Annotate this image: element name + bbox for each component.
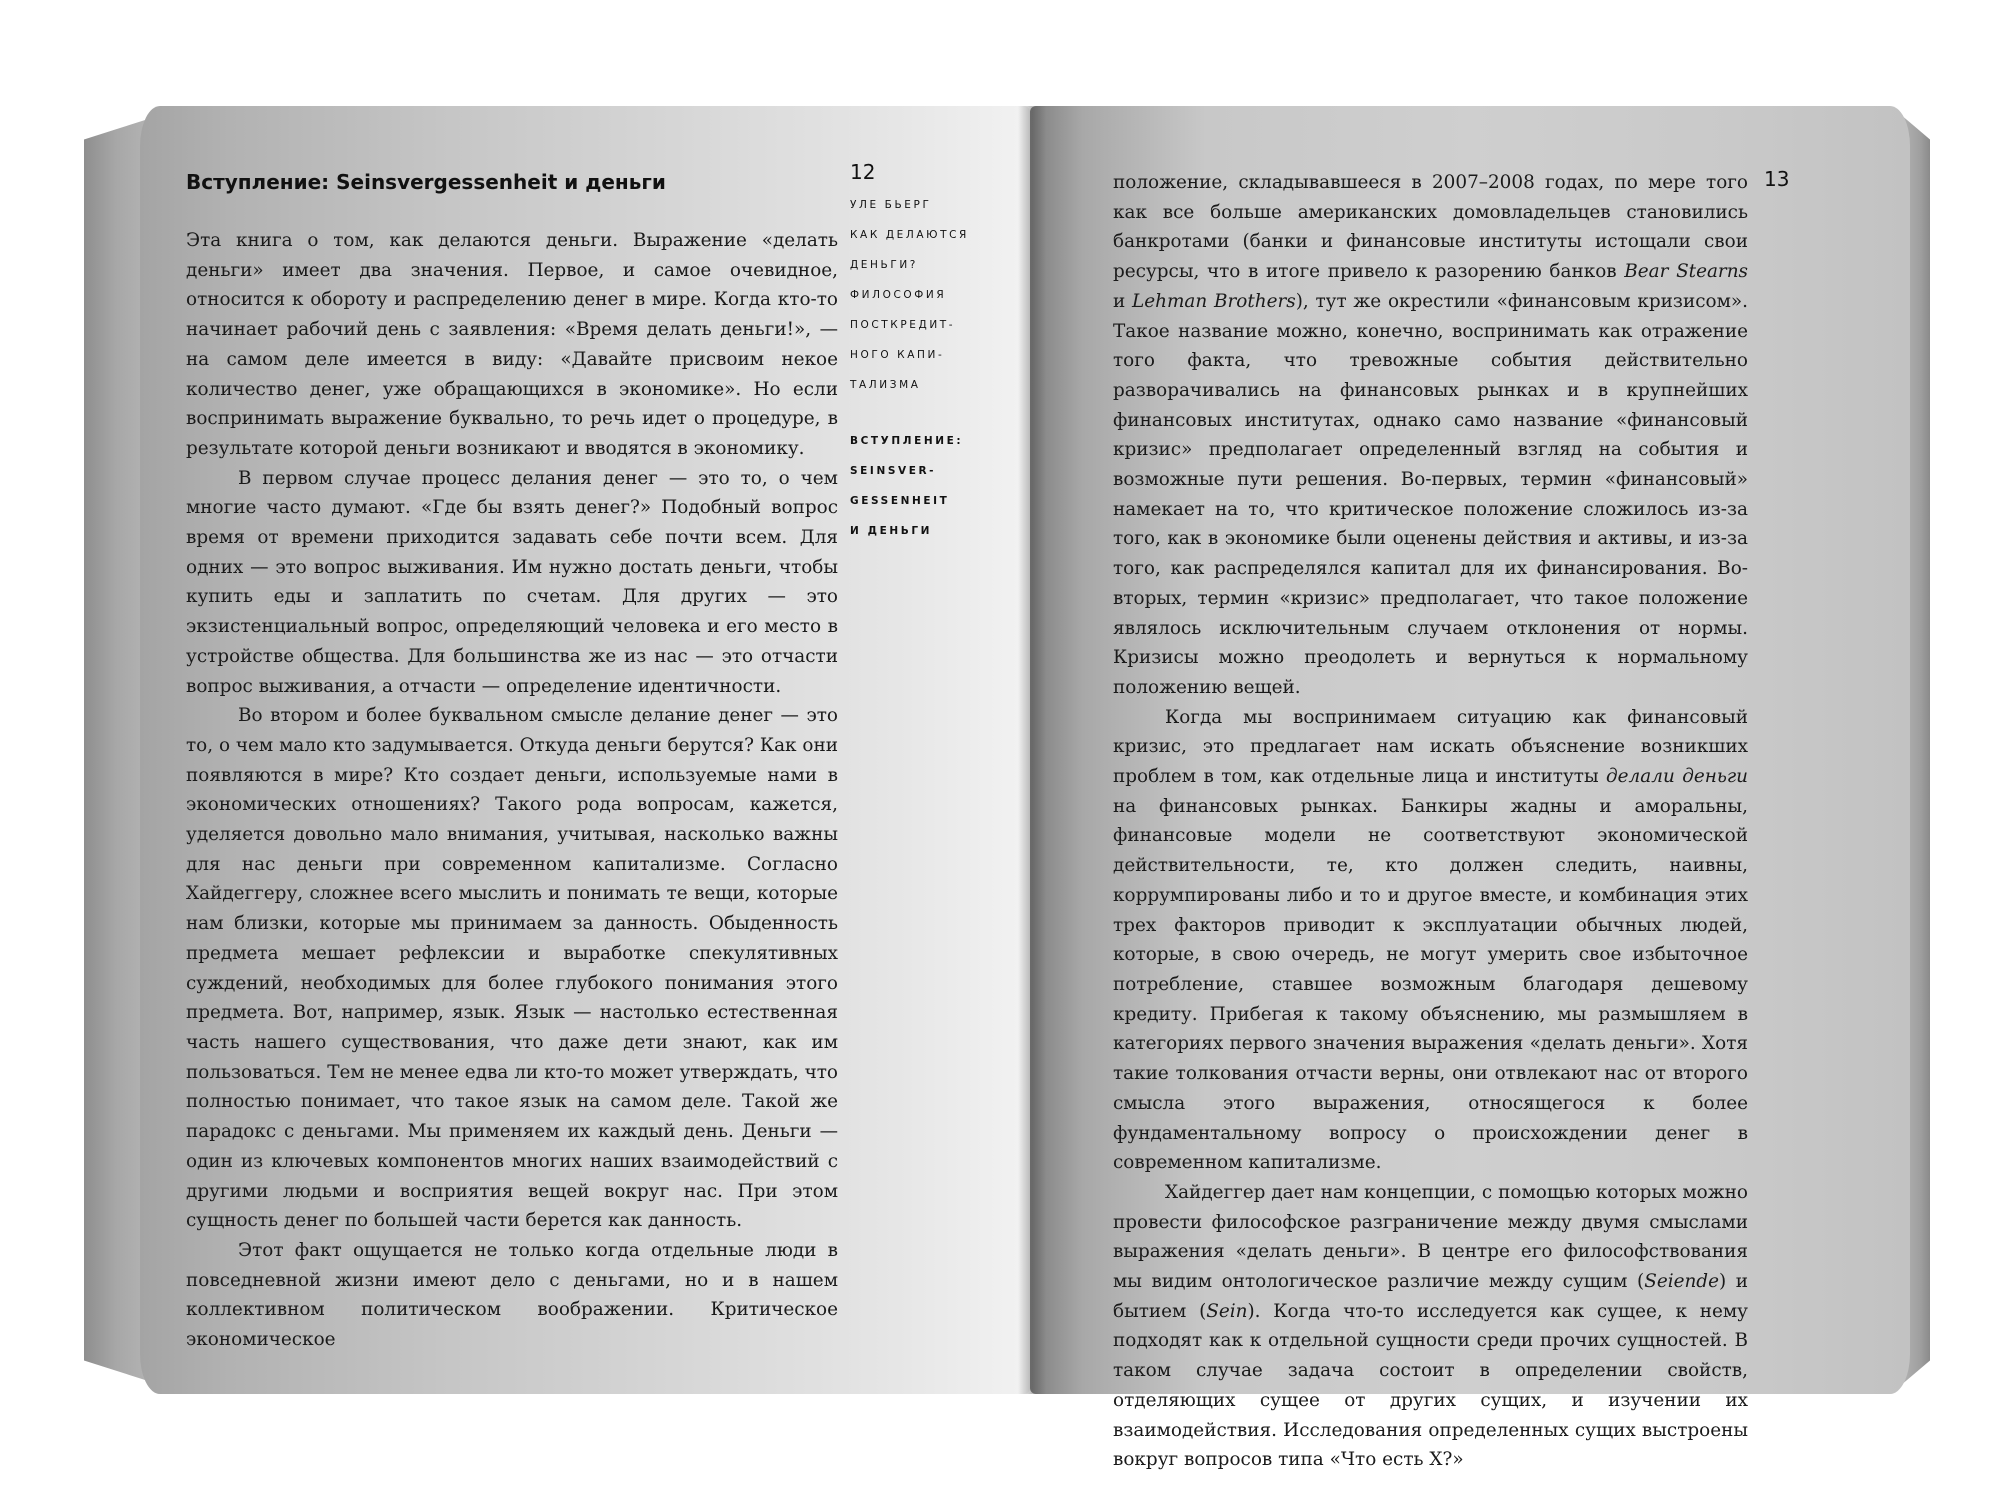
italic-term: Bear Stearns	[1624, 261, 1748, 283]
paragraph: Хайдеггер дает нам концепции, с помощью которых можно провести философское разграничение между двумя смыслами выражения «делать деньги». В центре его философствования мы видим онтологическое различие между сущим (Seiende) и бытием (Sein). Когда что-то исследуется как сущее, к нему подходят как к отдельной сущности среди прочих сущностей. В таком случае задача состоит в определении свойств, отделяющих сущее от других сущих, и изучении их взаимодействия. Исследования определенных сущих выстроены вокруг вопросов типа «Что есть X?»	[1113, 1181, 1748, 1471]
margin-chapter: ВСТУПЛЕНИЕ:	[850, 435, 964, 447]
paragraph: Этот факт ощущается не только когда отдельные люди в повседневной жизни имеют дело с деньгами, но и в нашем коллективном политическом воображении. Критическое экономическое	[186, 1239, 838, 1351]
margin-chapter: SEINSVER-	[850, 465, 937, 477]
italic-term: делали деньги	[1606, 766, 1748, 788]
paragraph: Когда мы воспринимаем ситуацию как финансовый кризис, это предлагает нам искать объяснение возникших проблем в том, как отдельные лица и институты делали деньги на финансовых рынках. Банкиры жадны и аморальны, финансовые модели не соответствуют экономической действительности, те, кто должен следить, наивны, коррумпированы либо и то и другое вместе, и комбинация этих трех факторов приводит к эксплуатации обычных людей, которые, в свою очередь, не могут умерить свое избыточное потребление, ставшее возможным благодаря дешевому кредиту. Прибегая к такому объяснению, мы размышляем в категориях первого значения выражения «делать деньги». Хотя такие толкования отчасти верны, они отвлекают нас от второго смысла этого выражения, относящегося к более фундаментальному вопросу о происхождении денег в современном капитализме.	[1113, 706, 1748, 1174]
margin-note: УЛЕ БЬЕРГ	[850, 199, 932, 211]
margin-note: КАК ДЕЛАЮТСЯ	[850, 229, 969, 241]
margin-note: ДЕНЬГИ?	[850, 259, 918, 271]
page-number-right: 13	[1764, 167, 1790, 191]
left-page-body	[186, 226, 838, 1355]
right-page-body	[1113, 168, 1748, 1475]
paragraph: В первом случае процесс делания денег — это то, о чем многие часто думают. «Где бы взять денег?» Подобный вопрос время от времени приходится задавать себе почти всем. Для одних — это вопрос выживания. Им нужно достать деньги, чтобы купить еды и заплатить по счетам. Для других — это экзистенциальный вопрос, определяющий человека и его место в устройстве общества. Для большинства же из нас — это отчасти вопрос выживания, а отчасти — определение идентичности.	[186, 467, 838, 697]
margin-running-head	[850, 190, 980, 546]
section-title: Вступление: Seinsvergessenheit и деньги	[186, 170, 666, 194]
margin-note: ФИЛОСОФИЯ	[850, 289, 947, 301]
paragraph: положение, складывавшееся в 2007–2008 годах, по мере того как все больше американских домовладельцев становились банкротами (банки и финансовые институты истощали свои ресурсы, что в итоге привело к разорению банков Bear Stearns и Lehman Brothers), тут же окрестили «финансовым кризисом». Такое название можно, конечно, воспринимать как отражение того факта, что тревожные события действительно разворачивались на финансовых рынках и в крупнейших финансовых институтах, однако само название «финансовый кризис» предполагает определенный взгляд на события и возможные пути решения. Во-первых, термин «финансовый» намекает на то, что критическое положение сложилось из-за того, как в экономике были оценены действия и активы, и из-за того, как распределялся капитал для их финансирования. Во-вторых, термин «кризис» предполагает, что такое положение являлось исключительным случаем отклонения от нормы. Кризисы можно преодолеть и вернуться к нормальному положению вещей.	[1113, 172, 1748, 698]
margin-chapter: GESSENHEIT	[850, 495, 950, 507]
paragraph: Во втором и более буквальном смысле делание денег — это то, о чем мало кто задумывается. Откуда деньги берутся? Как они появляются в мире? Кто создает деньги, используемые нами в экономических отношениях? Такого рода вопросам, кажется, уделяется довольно мало внимания, учитывая, насколько важны для нас деньги при современном капитализме. Согласно Хайдеггеру, сложнее всего мыслить и понимать те вещи, которые нам близки, которые мы принимаем за данность. Обыденность предмета мешает рефлексии и выработке спекулятивных суждений, необходимых для более глубокого понимания этого предмета. Вот, например, язык. Язык — настолько естественная часть нашего существования, что даже дети знают, как им пользоваться. Тем не менее едва ли кто-то может утверждать, что полностью понимает, что такое язык на самом деле. Такой же парадокс с деньгами. Мы применяем их каждый день. Деньги — один из ключевых компонентов многих наших взаимодействий с другими людьми и восприятия вещей вокруг нас. При этом сущность денег по большей части берется как данность.	[186, 705, 838, 1232]
italic-term: Seiende	[1644, 1271, 1719, 1293]
italic-term: Lehman Brothers	[1132, 290, 1296, 312]
margin-note: НОГО КАПИ-	[850, 349, 945, 361]
page-number-left: 12	[850, 160, 876, 184]
margin-chapter: И ДЕНЬГИ	[850, 525, 933, 537]
paragraph: Эта книга о том, как делаются деньги. Выражение «делать деньги» имеет два значения. Первое, и самое очевидное, относится к обороту и распределению денег в мире. Когда кто-то начинает рабочий день с заявления: «Время делать деньги!», — на самом деле имеется в виду: «Давайте присвоим некое количество денег, уже обращающихся в экономике». Но если воспринимать выражение буквально, то речь идет о процедуре, в результате которой деньги возникают и вводятся в экономику.	[186, 230, 838, 459]
margin-note: ПОСТКРЕДИТ-	[850, 319, 956, 331]
margin-note: ТАЛИЗМА	[850, 379, 921, 391]
italic-term: Sein	[1206, 1300, 1248, 1322]
book-gutter	[1018, 106, 1046, 1394]
